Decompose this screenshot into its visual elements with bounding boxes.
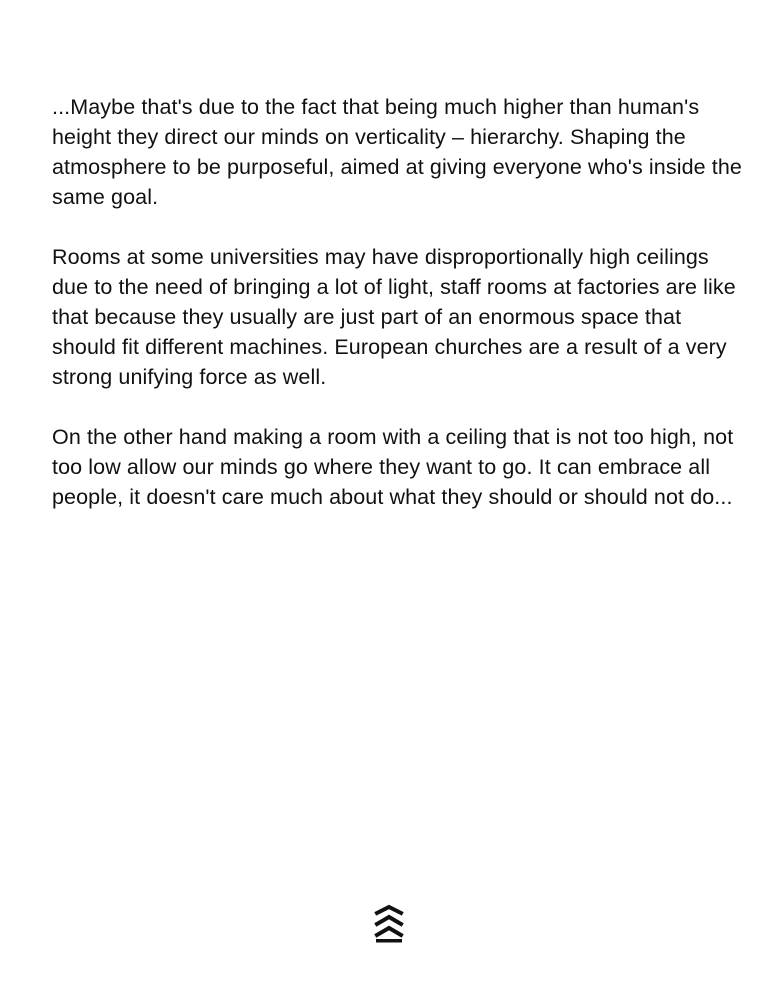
chevron-stack-logo-icon: [372, 904, 406, 944]
paragraph-high-ceilings: Rooms at some universities may have disproportionally high ceilings due to the need of bringing a lot of light, staff rooms at factories are like that because they usually are just part of an enormous space that should fit different machines. European churches are a result of a very strong unifying force as well.: [52, 245, 736, 389]
paragraph-verticality: ...Maybe that's due to the fact that being much higher than human's height they direct our minds on verticality – hierarchy. Shaping the atmosphere to be purposeful, aimed at giving everyone who's inside the same goal.: [52, 95, 742, 209]
article-body: [52, 92, 742, 542]
paragraph-other-hand: On the other hand making a room with a ceiling that is not too high, not too low allow our minds go where they want to go. It can embrace all people, it doesn't care much about what they should or should not do...: [52, 425, 734, 509]
